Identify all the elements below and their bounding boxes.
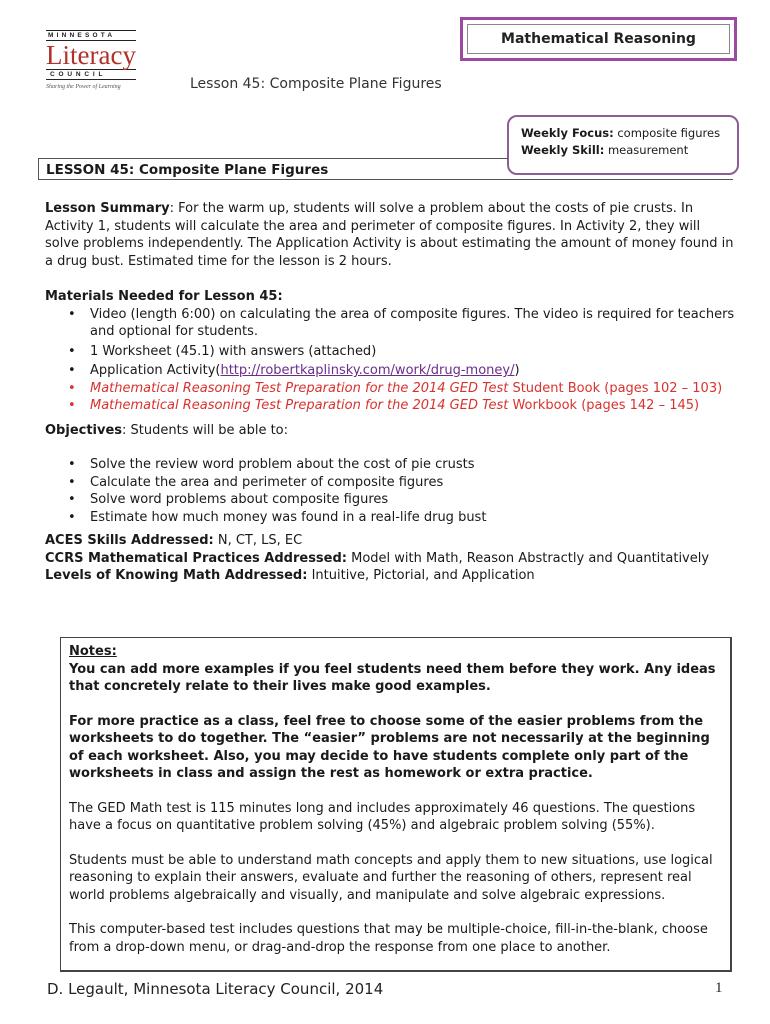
notes-bold-1: You can add more examples if you feel students need them before they work. Any ideas that concretely relate to their lives make good examples. xyxy=(69,661,716,694)
logo-main-text: Literacy xyxy=(46,40,136,70)
lesson-heading: LESSON 45: Composite Plane Figures xyxy=(38,158,508,180)
objective-item: • Solve the review word problem about the cost of pie crusts xyxy=(90,456,735,474)
objective-item: • Estimate how much money was found in a real-life drug bust xyxy=(90,509,735,527)
notes-paragraph: The GED Math test is 115 minutes long and includes approximately 46 questions. The questions have a focus on quantitative problem solving (45%) and algebraic problem solving (55%). xyxy=(69,800,696,833)
notes-heading: Notes: xyxy=(69,644,117,659)
subject-badge-label: Mathematical Reasoning xyxy=(467,24,730,54)
book-title: Mathematical Reasoning Test Preparation for the 2014 GED Test xyxy=(90,398,509,413)
objectives-label: Objectives xyxy=(45,422,123,438)
weekly-skill-value: measurement xyxy=(607,143,689,157)
weekly-focus-box xyxy=(507,115,739,175)
book-title: Mathematical Reasoning Test Preparation for the 2014 GED Test xyxy=(90,380,509,396)
drug-money-link[interactable]: http://robertkaplinsky.com/work/drug-money/ xyxy=(220,363,515,378)
lesson-summary-label: Lesson Summary xyxy=(45,201,170,216)
notes-paragraph: This computer-based test includes questions that may be multiple-choice, fill-in-the-blank, choose from a drop-down menu, or drag-and-drop the response from one place to another. xyxy=(69,922,708,955)
page-header-title: Lesson 45: Composite Plane Figures xyxy=(190,76,442,92)
objective-item: • Solve word problems about composite figures xyxy=(90,491,735,509)
footer-author: D. Legault, Minnesota Literacy Council, 2014 xyxy=(47,980,384,998)
materials-list xyxy=(45,306,735,415)
materials-heading: Materials Needed for Lesson 45: xyxy=(45,289,283,304)
notes-bold-2: For more practice as a class, feel free to choose some of the easier problems from the worksheets to do together. The “easier” problems are not necessarily at the beginning of each worksheet. Also, you may decide to have students complete only part of the worksheets in class and assign the rest as homework or extra practice. xyxy=(69,713,710,781)
materials-item: • Application Activity(http://robertkaplinsky.com/work/drug-money/) xyxy=(90,362,735,380)
subject-badge xyxy=(460,17,737,61)
materials-item: • 1 Worksheet (45.1) with answers (attached) xyxy=(90,343,735,361)
logo xyxy=(46,30,138,90)
ccrs-practices: CCRS Mathematical Practices Addressed: Model with Math, Reason Abstractly and Quantitatively xyxy=(45,550,710,566)
aces-skills: ACES Skills Addressed: N, CT, LS, EC xyxy=(45,533,303,548)
logo-top-text: MINNESOTA xyxy=(46,30,136,41)
notes-box xyxy=(60,637,732,972)
objectives xyxy=(45,422,735,440)
levels-of-knowing: Levels of Knowing Math Addressed: Intuitive, Pictorial, and Application xyxy=(45,568,535,583)
page-number: 1 xyxy=(715,980,723,996)
objectives-list xyxy=(45,456,735,526)
objectives-text: : Students will be able to: xyxy=(122,422,289,438)
lesson-summary xyxy=(45,200,735,270)
logo-bottom-text: COUNCIL xyxy=(46,69,136,80)
weekly-focus-value: composite figures xyxy=(617,126,721,140)
notes-paragraph: Students must be able to understand math concepts and apply them to new situations, use logical reasoning to explain their answers, evaluate and further the reasoning of others, represent real world problems algebraically and visually, and manipulate and solve algebraic expressions. xyxy=(69,852,713,903)
heading-divider xyxy=(508,179,733,180)
weekly-focus-label: Weekly Focus: xyxy=(521,126,614,140)
lesson-summary-text: : For the warm up, students will solve a problem about the costs of pie crusts. In Activity 1, students will calculate the area and perimeter of composite figures. In Activity 2, they will solve problems independently. The Application Activity is about estimating the amount of money found in a drug bust. Estimated time for the lesson is 2 hours. xyxy=(45,201,734,269)
objective-item: • Calculate the area and perimeter of composite figures xyxy=(90,474,735,492)
lesson-content xyxy=(45,200,735,585)
weekly-skill-label: Weekly Skill: xyxy=(521,143,605,157)
logo-tagline: Sharing the Power of Learning xyxy=(46,84,121,90)
materials-item: • Video (length 6:00) on calculating the area of composite figures. The video is required for teachers and optional for students. xyxy=(90,306,735,341)
materials-item: • Mathematical Reasoning Test Preparation for the 2014 GED Test Student Book (pages 102 – 103) xyxy=(90,380,735,398)
materials-item: • Mathematical Reasoning Test Preparation for the 2014 GED Test Workbook (pages 142 – 145) xyxy=(90,397,735,415)
